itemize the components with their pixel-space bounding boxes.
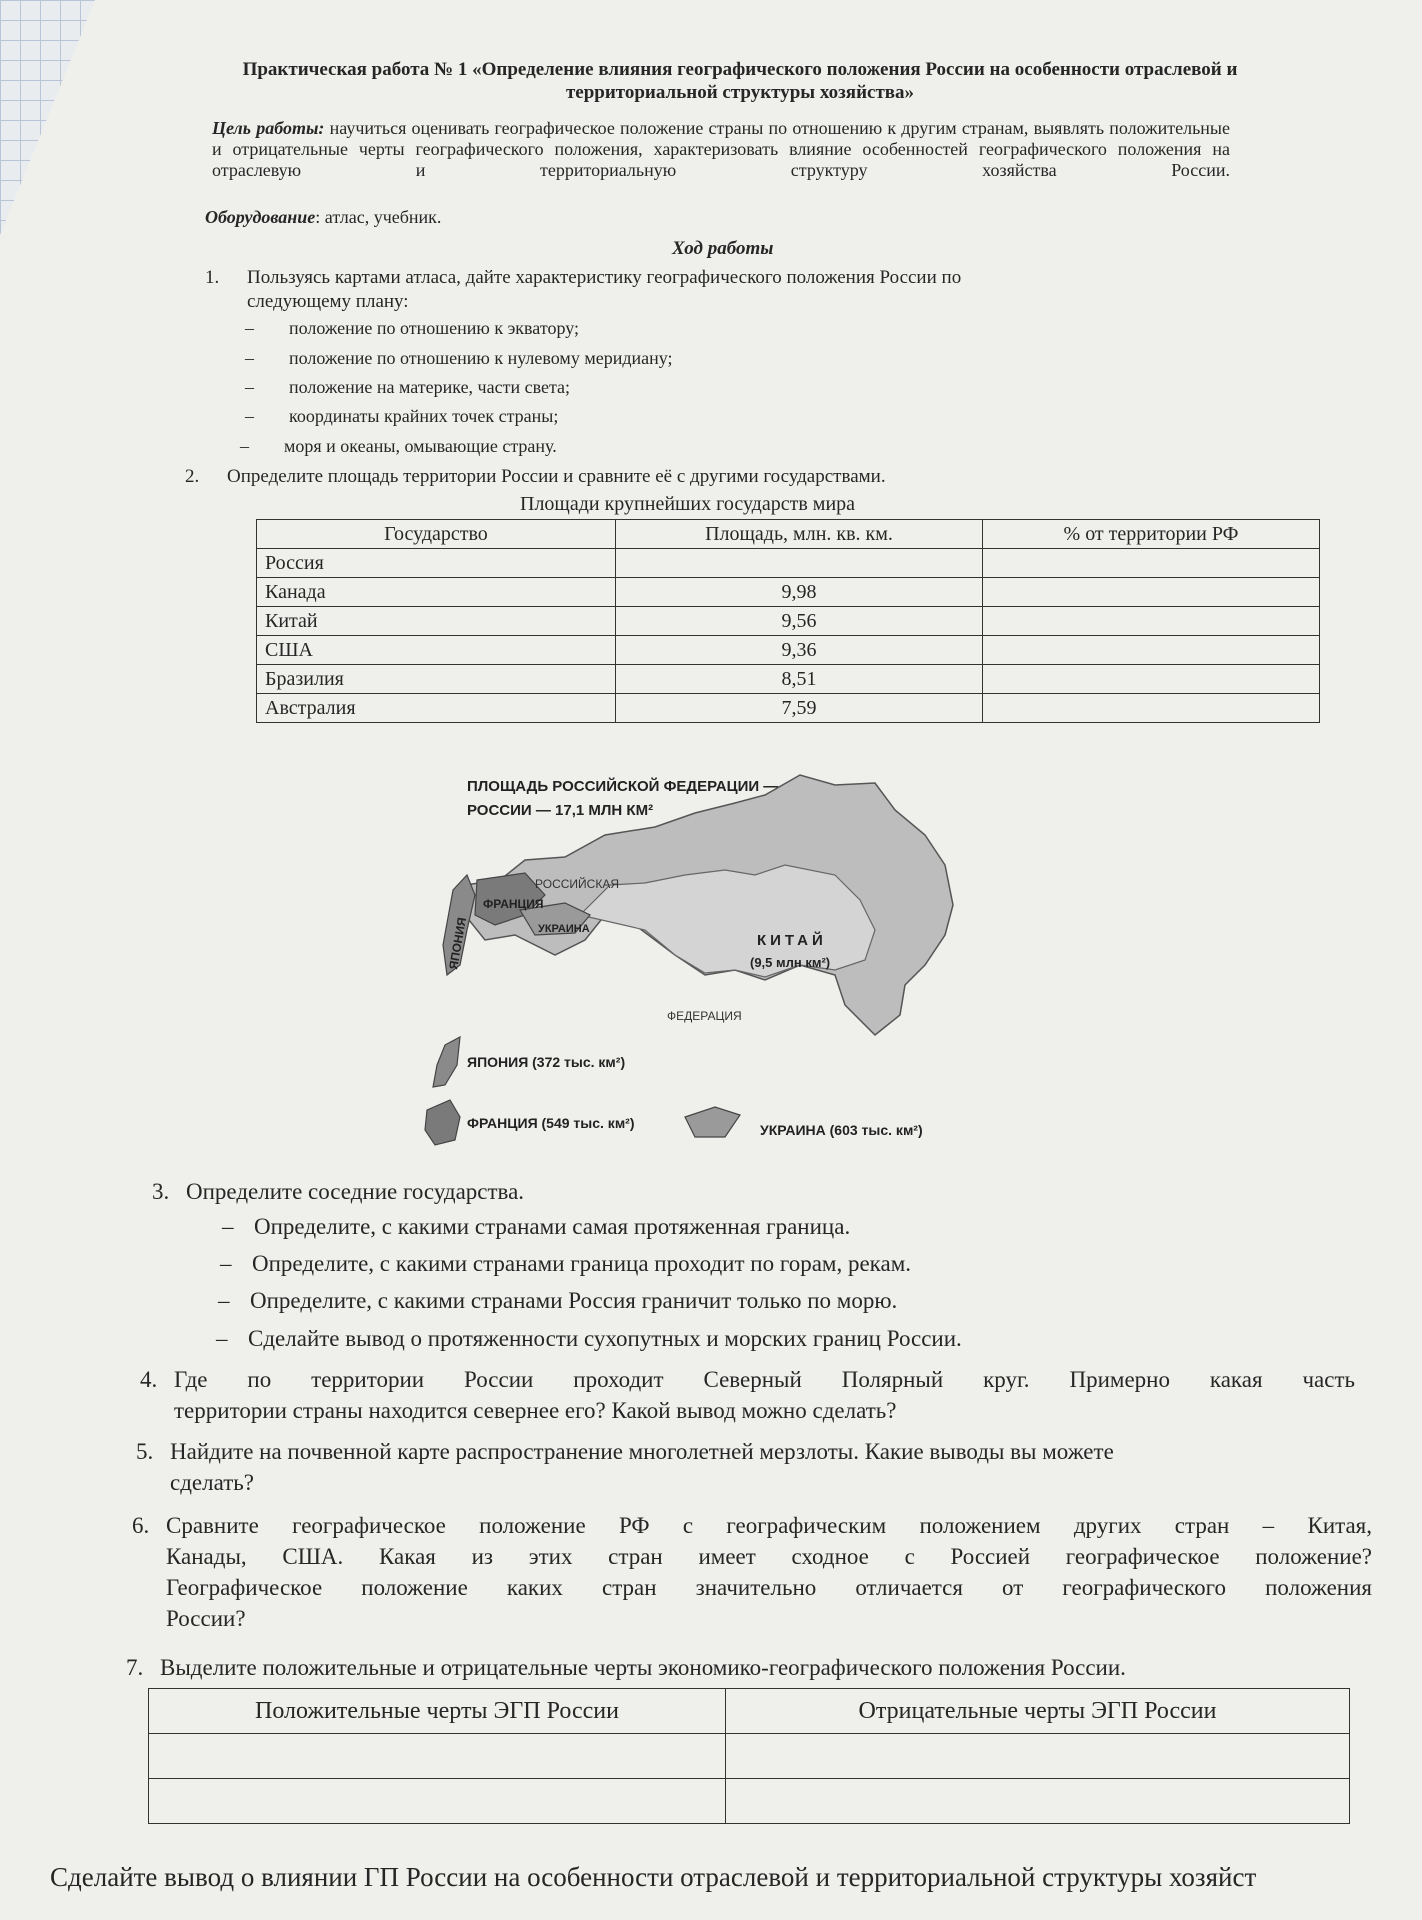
- goal-label: Цель работы:: [212, 118, 325, 138]
- task-1-line1: Пользуясь картами атласа, дайте характеристику географического положения России по: [247, 267, 962, 288]
- task-2-text: Определите площадь территории России и сравните её с другими государствами.: [227, 466, 886, 487]
- footer-conclusion: Сделайте вывод о влиянии ГП России на особенности отраслевой и территориальной структуры хозяйст: [50, 1862, 1257, 1892]
- task-1-number: 1.: [205, 267, 220, 288]
- task-3-text: Определите соседние государства.: [186, 1179, 525, 1204]
- map-title-line1: ПЛОЩАДЬ РОССИЙСКОЙ ФЕДЕРАЦИИ —: [467, 778, 779, 795]
- task-7: [126, 1652, 1126, 1683]
- goal-text: научиться оценивать географическое положение страны по отношению к другим странам, выявлять положительные и отрицательные черты географического положения, характеризовать влияние особенностей географического положения на отраслевую и территориальную структуру хозяйства России.: [212, 118, 1230, 180]
- header-percent: % от территории РФ: [983, 520, 1320, 549]
- table-row: Австралия 7,59: [257, 694, 1320, 723]
- table-row: Китай 9,56: [257, 607, 1320, 636]
- task-6: 6. Сравните географическое положение РФ с географическим положением других стран – Китая, Канады, США. Какая из этих стран имеет сходное с Россией географическое положение? Географическое положение каких стран значительно отличается от географического положения России?: [132, 1510, 1372, 1634]
- table-row: США 9,36: [257, 636, 1320, 665]
- task-3-sub: – Определите, с какими странами граница проходит по горам, рекам.: [220, 1251, 912, 1276]
- table-header-row: [257, 520, 1320, 549]
- goal-paragraph: [212, 118, 1230, 181]
- france-legend-shape: [425, 1100, 460, 1145]
- map-label-japan: ЯПОНИЯ: [446, 916, 470, 971]
- task-1-line2: следующему плану:: [247, 291, 409, 312]
- document-title: Практическая работа № 1 «Определение влияния географического положения России на особенности отраслевой и территориальной структуры хозяйства»: [242, 59, 1238, 103]
- map-label-russia-1: РОССИЙСКАЯ: [535, 877, 619, 891]
- task-3-sub: – Сделайте вывод о протяженности сухопутных и морских границ России.: [216, 1326, 962, 1351]
- equipment-text: : атлас, учебник.: [315, 207, 442, 227]
- task-7-text: Выделите положительные и отрицательные черты экономико-географического положения России.: [160, 1655, 1126, 1680]
- equipment-label: Оборудование: [205, 207, 316, 227]
- map-label-france: ФРАНЦИЯ: [483, 897, 544, 911]
- task-2-number: 2.: [185, 466, 200, 487]
- header-negative: Отрицательные черты ЭГП России: [726, 1689, 1350, 1734]
- task-6-number: 6.: [132, 1513, 150, 1538]
- map-label-russia-2: ФЕДЕРАЦИЯ: [667, 1009, 742, 1023]
- header-country: Государство: [257, 520, 616, 549]
- table-header-row: [149, 1689, 1350, 1734]
- table-caption: Площади крупнейших государств мира: [520, 493, 856, 515]
- task-4: 4. Где по территории России проходит Северный Полярный круг. Примерно какая часть территории страны находится севернее его? Какой вывод можно сделать?: [140, 1364, 1355, 1426]
- table-row: [149, 1734, 1350, 1779]
- areas-table: [256, 519, 1320, 723]
- task-3-sub: – Определите, с какими странами Россия граничит только по морю.: [218, 1288, 898, 1313]
- egp-table: [148, 1688, 1350, 1824]
- map-label-ukraine: УКРАИНА: [538, 923, 590, 935]
- task-1: [205, 266, 961, 314]
- map-legend-ukraine: УКРАИНА (603 тыс. км²): [760, 1122, 923, 1138]
- task-1-bullet: – положение по отношению к нулевому меридиану;: [245, 348, 673, 368]
- table-row: Бразилия 8,51: [257, 665, 1320, 694]
- map-title-line2: РОССИИ — 17,1 МЛН КМ²: [467, 802, 654, 819]
- map-label-china-area: (9,5 млн км²): [750, 955, 831, 970]
- japan-legend-shape: [433, 1037, 460, 1087]
- table-row: Канада 9,98: [257, 578, 1320, 607]
- task-5: 5. Найдите на почвенной карте распространение многолетней мерзлоты. Какие выводы вы можете сделать?: [136, 1436, 1360, 1498]
- ukraine-legend-shape: [685, 1107, 740, 1137]
- task-2: [185, 465, 886, 489]
- table-row: Россия: [257, 549, 1320, 578]
- header-area: Площадь, млн. кв. км.: [616, 520, 983, 549]
- area-comparison-map: [405, 765, 1070, 1155]
- map-label-china: КИТАЙ: [757, 932, 827, 949]
- equipment-line: [205, 207, 441, 228]
- task-3: [152, 1176, 524, 1207]
- task-3-number: 3.: [152, 1179, 170, 1204]
- task-1-bullet: – положение на материке, части света;: [245, 377, 571, 397]
- task-5-number: 5.: [136, 1439, 154, 1464]
- task-1-bullet: – положение по отношению к экватору;: [245, 318, 579, 338]
- task-1-bullet: – моря и океаны, омывающие страну.: [240, 436, 557, 456]
- task-7-number: 7.: [126, 1655, 144, 1680]
- task-3-sub: – Определите, с какими странами самая протяженная граница.: [222, 1214, 851, 1239]
- header-positive: Положительные черты ЭГП России: [149, 1689, 726, 1734]
- task-4-number: 4.: [140, 1367, 158, 1392]
- map-legend-japan: ЯПОНИЯ (372 тыс. км²): [467, 1054, 626, 1070]
- progress-heading: Ход работы: [672, 238, 774, 259]
- map-legend-france: ФРАНЦИЯ (549 тыс. км²): [467, 1115, 635, 1131]
- task-1-bullet: – координаты крайних точек страны;: [245, 406, 559, 426]
- table-row: [149, 1779, 1350, 1824]
